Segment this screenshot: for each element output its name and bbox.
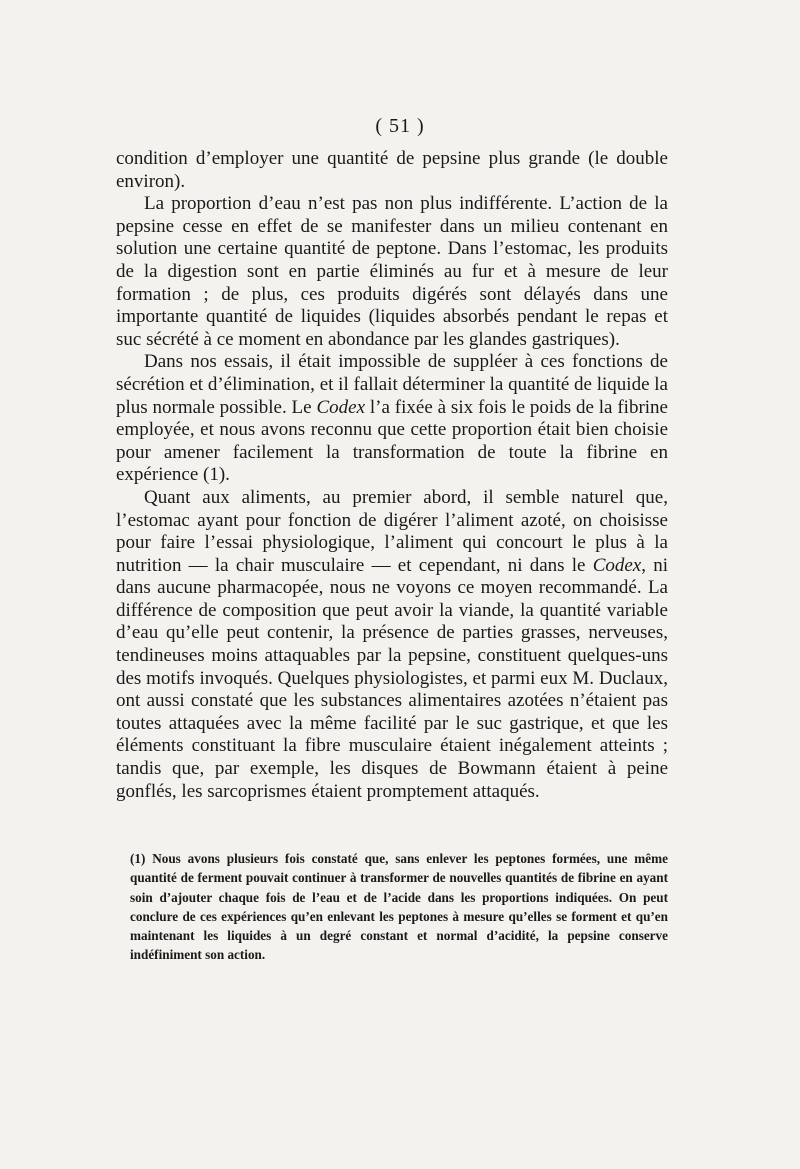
paragraph-water-proportion: La proportion d’eau n’est pas non plus indifférente. L’action de la pepsine cesse en effet de se manifester dans un milieu contenant en solution une certaine quantité de peptone. Dans l’estomac, les produits de la digestion sont en partie éliminés au fur et à mesure de leur formation ; de plus, ces produits digérés sont délayés dans une importante quantité de liquides (liquides absorbés pendant le repas et suc sécrété à ce moment en abondance par les glandes gastriques). xyxy=(116,193,668,350)
paragraph-codex-liquid-part-2: l’a fixée à six fois le poids de la fibrine employée, et nous avons reconnu que cette proportion était bien choisie pour amener facilement la transformation de toute la fibrine en expérience (1). xyxy=(116,396,668,486)
paragraph-continuation: condition d’employer une quantité de pepsine plus grande (le double environ). xyxy=(116,148,668,192)
body-text xyxy=(116,148,668,803)
paragraph-aliments-part-2: , ni dans aucune pharmacopée, nous ne voyons ce moyen recommandé. La différence de composition que peut avoir la viande, la quantité variable d’eau qu’elle peut contenir, la présence de parties grasses, nerveuses, tendineuses moins attaquables par la pepsine, constituent quelques-uns des motifs invoqués. Quelques physiologistes, et parmi eux M. Duclaux, ont aussi constaté que les substances alimentaires azotées n’étaient pas toutes attaquées avec la même facilité par le suc gastrique, et que les éléments constituant la fibre musculaire étaient inégalement atteints ; tandis que, par exemple, les disques de Bowmann étaient à peine gonflés, les sarcoprismes étaient promptement attaqués. xyxy=(116,554,668,802)
paragraph-aliments-part-1: Quant aux aliments, au premier abord, il semble naturel que, l’estomac ayant pour fonction de digérer l’aliment azoté, on choisisse pour faire l’essai physiologique, l’aliment qui concourt le plus à la nutrition — la chair musculaire — et cependant, ni dans le xyxy=(116,486,668,576)
paragraph-aliments xyxy=(116,487,668,803)
footnote: (1) Nous avons plusieurs fois constaté que, sans enlever les peptones formées, une même quantité de ferment pouvait continuer à transformer de nouvelles quantités de fibrine en ayant soin d’ajouter chaque fois de l’eau et de l’acide dans les proportions indiquées. On peut conclure de ces expériences qu’en enlevant les peptones à mesure qu’elles se forment et qu’en maintenant les liquides à un degré constant et normal d’acidité, la pepsine conserve indéfiniment son action. xyxy=(130,851,668,963)
paragraph-codex-liquid xyxy=(116,351,668,487)
codex-italic: Codex xyxy=(316,396,366,418)
codex-italic: Codex xyxy=(592,554,642,576)
page-number: ( 51 ) xyxy=(375,115,425,137)
paragraph-codex-liquid-part-1: Dans nos essais, il était impossible de suppléer à ces fonctions de sécrétion et d’élimination, et il fallait déterminer la quantité de liquide la plus normale possible. Le xyxy=(116,351,668,418)
